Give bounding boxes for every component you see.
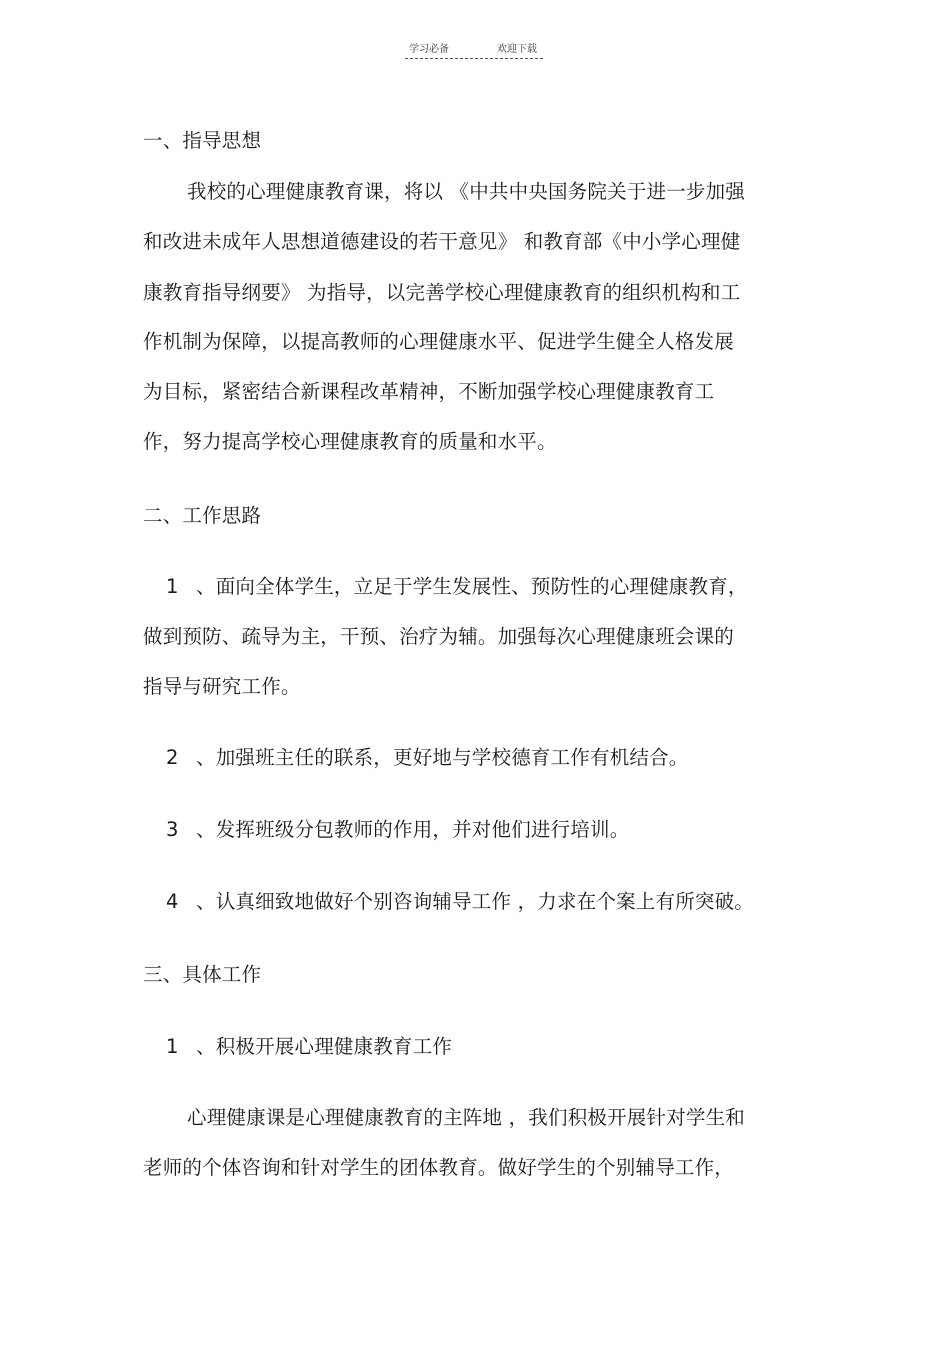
list-item bbox=[166, 574, 748, 600]
section-2-title: 二、工作思路 bbox=[143, 504, 262, 527]
section-3-title: 三、具体工作 bbox=[143, 963, 262, 986]
paragraph-line: 作，努力提高学校心理健康教育的质量和水平。 bbox=[143, 430, 557, 453]
paragraph-line: 和改进未成年人思想道德建设的若干意见》 和教育部《中小学心理健 bbox=[143, 230, 741, 253]
list-text: 、积极开展心理健康教育工作 bbox=[196, 1035, 453, 1058]
list-number: 4 bbox=[166, 890, 179, 913]
list-text: 、面向全体学生，立足于学生发展性、预防性的心理健康教育， bbox=[196, 575, 748, 598]
list-number: 3 bbox=[166, 818, 179, 841]
list-text: 、加强班主任的联系，更好地与学校德育工作有机结合。 bbox=[196, 746, 689, 769]
paragraph-line: 指导与研究工作。 bbox=[143, 675, 301, 698]
section-1-title: 一、指导思想 bbox=[143, 129, 262, 152]
header-right-text: 欢迎下载 bbox=[497, 44, 537, 55]
list-number: 1 bbox=[166, 1035, 179, 1058]
paragraph-line: 做到预防、疏导为主，干预、治疗为辅。加强每次心理健康班会课的 bbox=[143, 625, 735, 648]
list-item bbox=[166, 889, 754, 915]
list-text: 、发挥班级分包教师的作用，并对他们进行培训。 bbox=[196, 818, 630, 841]
paragraph-line: 心理健康课是心理健康教育的主阵地 ，我们积极开展针对学生和 bbox=[187, 1106, 745, 1129]
list-item bbox=[166, 745, 689, 771]
page-header bbox=[405, 38, 543, 59]
paragraph-line: 康教育指导纲要》 为指导，以完善学校心理健康教育的组织机构和工 bbox=[143, 281, 741, 304]
paragraph-line: 为目标，紧密结合新课程改革精神，不断加强学校心理健康教育工 bbox=[143, 380, 715, 403]
paragraph-line: 老师的个体咨询和针对学生的团体教育。做好学生的个别辅导工作， bbox=[143, 1156, 735, 1179]
list-number: 2 bbox=[166, 746, 179, 769]
paragraph-line: 我校的心理健康教育课，将以 《中共中央国务院关于进一步加强 bbox=[187, 180, 745, 203]
list-item bbox=[166, 1034, 452, 1060]
paragraph-line: 作机制为保障，以提高教师的心理健康水平、促进学生健全人格发展 bbox=[143, 330, 735, 353]
list-item bbox=[166, 817, 629, 843]
header-left-text: 学习必备 bbox=[409, 44, 449, 55]
list-number: 1 bbox=[166, 575, 179, 598]
list-text: 、认真细致地做好个别咨询辅导工作 ，力求在个案上有所突破。 bbox=[196, 890, 754, 913]
